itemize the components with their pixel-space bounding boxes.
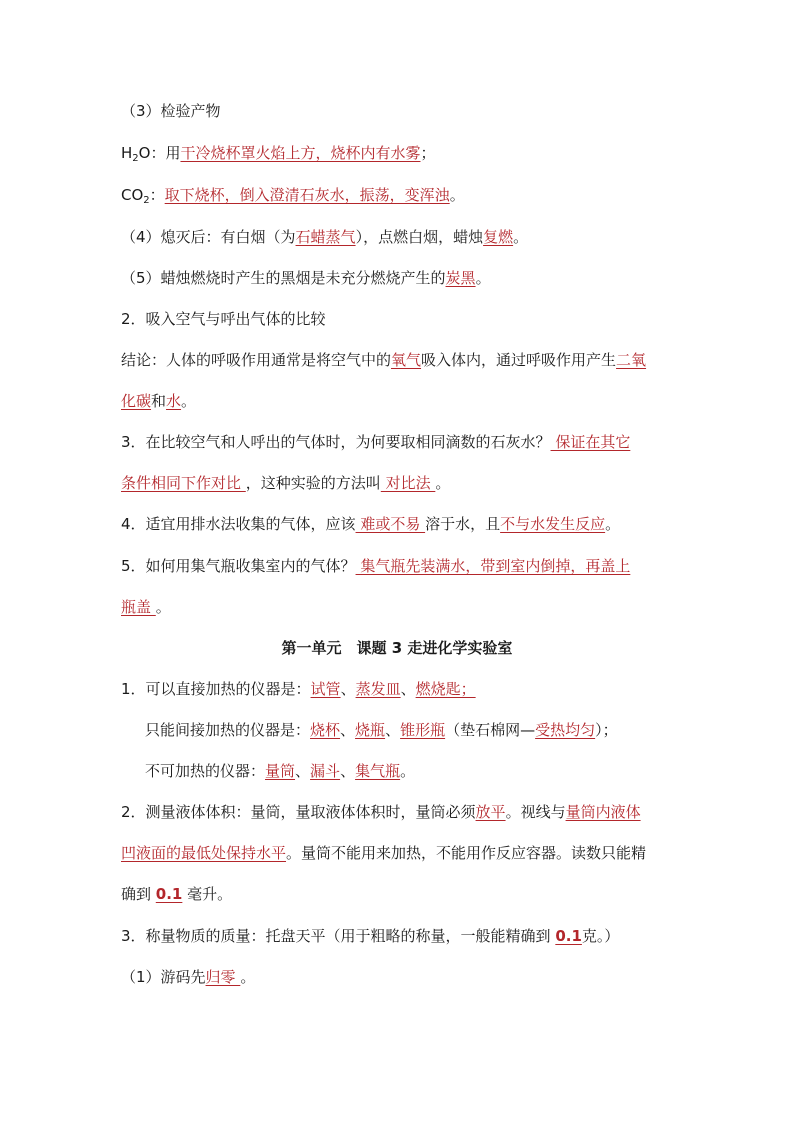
text-line-direct-heat	[121, 679, 476, 699]
line-text: 毫升。	[182, 885, 233, 903]
line-text: 。	[435, 474, 451, 492]
line-text: 1．可以直接加热的仪器是：	[121, 680, 311, 698]
line-text: 克。）	[581, 927, 620, 945]
text-line-item-4	[121, 514, 620, 534]
text-line-indirect-heat	[145, 720, 618, 740]
line-text: （5）蜡烛燃烧时产生的黑烟是未充分燃烧产生的	[121, 269, 446, 287]
line-text: 。	[513, 228, 529, 246]
answer-text: 量筒	[265, 762, 296, 780]
answer-text: 取下烧杯，倒入澄清石灰水，振荡，变浑浊	[164, 186, 450, 204]
text-line-item-5	[121, 556, 630, 576]
line-text: ），点燃白烟，蜡烛	[355, 228, 484, 246]
text-line-check-products	[121, 101, 221, 121]
line-text: 和	[151, 392, 167, 410]
text-line-item-2	[121, 309, 326, 329]
text-line-no-heat	[145, 761, 415, 781]
line-text: 。视线与	[505, 803, 566, 821]
text-line-black-smoke	[121, 268, 491, 288]
line-text: ）；	[595, 721, 618, 739]
answer-text: 炭黑	[445, 269, 476, 287]
answer-text: 量筒内液体	[565, 803, 641, 821]
text-line-mass	[121, 926, 619, 946]
answer-text: 锥形瓶	[400, 721, 446, 739]
answer-text: 难或不易	[355, 515, 426, 533]
text-line-item-5-cont	[121, 597, 171, 617]
text-line-item-3	[121, 432, 630, 452]
line-text: ：	[149, 186, 165, 204]
answer-text: 烧杯	[310, 721, 341, 739]
answer-text: 集气瓶	[355, 762, 401, 780]
line-text: 确到	[121, 885, 156, 903]
answer-text: 凹液面的最低处保持水平	[121, 844, 287, 862]
answer-text: 瓶盖	[121, 598, 156, 616]
formula-text: CO	[121, 186, 144, 204]
line-text: 。	[155, 598, 171, 616]
answer-text: 二氧	[616, 351, 647, 369]
answer-text: 保证在其它	[550, 433, 631, 451]
separator-text: 、	[340, 721, 356, 739]
line-text: ，这种实验的方法叫	[245, 474, 381, 492]
line-text: 。	[605, 515, 621, 533]
answer-text: 燃烧匙；	[415, 680, 476, 698]
answer-text: 氧气	[391, 351, 422, 369]
separator-text: 、	[340, 762, 356, 780]
line-text: 2．测量液体体积：量筒，量取液体体积时，量筒必须	[121, 803, 476, 821]
text-line-precision-ml	[121, 884, 232, 904]
line-text: （4）熄灭后：有白烟（为	[121, 228, 296, 246]
line-text: 不可加热的仪器：	[145, 762, 266, 780]
answer-text: 对比法	[380, 474, 436, 492]
line-text: （3）检验产物	[121, 102, 221, 120]
text-line-co2	[121, 185, 465, 211]
line-text: 。	[449, 186, 465, 204]
line-text: O：用	[138, 144, 181, 162]
answer-text: 归零	[205, 968, 241, 986]
formula-subscript: 2	[132, 153, 139, 164]
line-text: ；	[420, 144, 436, 162]
answer-text: 化碳	[121, 392, 152, 410]
text-line-zero-rider	[121, 967, 255, 987]
line-text: 。	[181, 392, 197, 410]
separator-text: 、	[385, 721, 401, 739]
line-text: 。	[240, 968, 256, 986]
answer-text: 不与水发生反应	[500, 515, 606, 533]
text-line-item-3-cont	[121, 473, 450, 493]
answer-text: 蒸发皿	[355, 680, 401, 698]
line-text: 吸入体内，通过呼吸作用产生	[421, 351, 617, 369]
separator-text: 、	[400, 680, 416, 698]
answer-text: 放平	[475, 803, 506, 821]
line-text: 。量筒不能用来加热，不能用作反应容器。读数只能精	[286, 844, 647, 862]
formula-subscript: 2	[143, 195, 150, 206]
formula-text: H	[121, 144, 133, 162]
answer-text: 受热均匀	[535, 721, 596, 739]
answer-text: 漏斗	[310, 762, 341, 780]
text-line-conclusion	[121, 350, 646, 370]
text-line-water	[121, 143, 436, 169]
separator-text: 、	[340, 680, 356, 698]
answer-text: 条件相同下作对比	[121, 474, 246, 492]
answer-text: 干冷烧杯罩火焰上方，烧杯内有水雾	[180, 144, 421, 162]
line-text: 溶于水，且	[425, 515, 501, 533]
answer-text: 集气瓶先装满水，带到室内倒掉，再盖上	[355, 557, 631, 575]
line-text: 5．如何用集气瓶收集室内的气体？	[121, 557, 356, 575]
line-text: （垫石棉网—	[445, 721, 536, 739]
text-line-conclusion-cont	[121, 391, 196, 411]
line-text: 。	[475, 269, 491, 287]
text-line-measure-volume	[121, 802, 641, 822]
line-text: 3．称量物质的质量：托盘天平（用于粗略的称量，一般能精确到	[121, 927, 556, 945]
line-text: 只能间接加热的仪器是：	[145, 721, 311, 739]
line-text: 4．适宜用排水法收集的气体，应该	[121, 515, 356, 533]
text-line-extinguish	[121, 227, 528, 247]
answer-text: 烧瓶	[355, 721, 386, 739]
line-text: 3．在比较空气和人呼出的气体时，为何要取相同滴数的石灰水？	[121, 433, 551, 451]
line-text: 2．吸入空气与呼出气体的比较	[121, 310, 326, 328]
line-text: 结论：人体的呼吸作用通常是将空气中的	[121, 351, 392, 369]
answer-text: 试管	[310, 680, 341, 698]
section-heading: 第一单元 课题 3 走进化学实验室	[281, 639, 513, 657]
answer-number: 0.1	[155, 885, 183, 903]
answer-number: 0.1	[555, 927, 582, 945]
line-text: 。	[400, 762, 416, 780]
answer-text: 复燃	[483, 228, 514, 246]
answer-text: 石蜡蒸气	[295, 228, 356, 246]
line-text: （1）游码先	[121, 968, 206, 986]
answer-text: 水	[166, 392, 182, 410]
separator-text: 、	[295, 762, 311, 780]
text-line-measure-volume-cont	[121, 843, 646, 863]
